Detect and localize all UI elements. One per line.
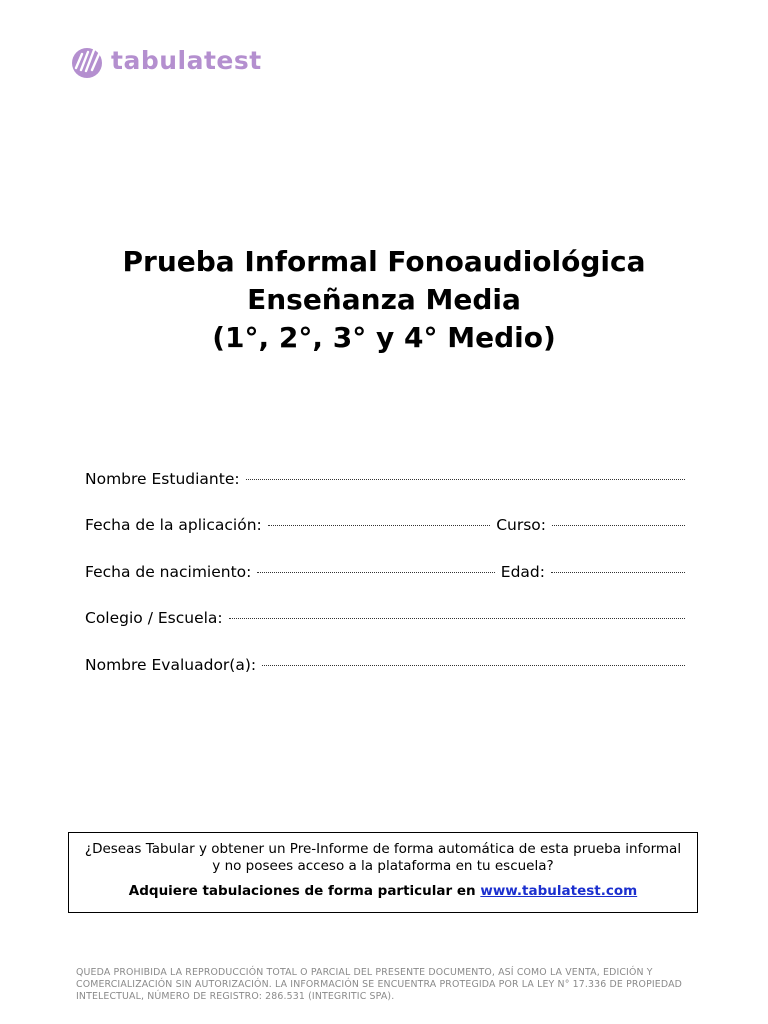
form-row-evaluator [85, 651, 685, 698]
age-label: Edad: [500, 562, 545, 581]
notice-cta [69, 883, 697, 900]
title-line-3: (1°, 2°, 3° y 4° Medio) [212, 321, 556, 354]
brand-name: tabulatest [111, 46, 262, 75]
title-line-2: Enseñanza Media [247, 283, 521, 316]
form-row-application-date [85, 512, 685, 559]
title-line-1: Prueba Informal Fonoaudiológica [122, 245, 646, 278]
school-blank [229, 605, 685, 624]
birth-date-blank [257, 558, 494, 577]
tabulatest-link[interactable]: www.tabulatest.com [480, 883, 638, 899]
course-blank [552, 512, 685, 531]
application-date-blank [268, 512, 490, 531]
legal-disclaimer: QUEDA PROHIBIDA LA REPRODUCCIÓN TOTAL O PARCIAL DEL PRESENTE DOCUMENTO, ASÍ COMO LA VENTA, EDICIÓN Y COMERCIALIZACIÓN SIN AUTORIZACIÓN. LA INFORMACIÓN SE ENCUENTRA PROTEGIDA POR LA LEY N° 17.336 DE PROPIEDAD INTELECTUAL, NÚMERO DE REGISTRO: 286.531 (INTEGRITIC SPA). [76, 967, 683, 1002]
school-label: Colegio / Escuela: [85, 609, 223, 628]
birth-date-label: Fecha de nacimiento: [85, 562, 252, 581]
tabulatest-logo-icon [70, 44, 104, 80]
form-row-student-name [85, 465, 685, 512]
student-info-form [85, 465, 685, 698]
notice-question: ¿Deseas Tabular y obtener un Pre-Informe de forma automática de esta prueba informal y no posees acceso a la plataforma en tu escuela? [84, 841, 682, 874]
notice-cta-text: Adquiere tabulaciones de forma particular en [128, 883, 476, 899]
age-blank [551, 558, 685, 577]
form-row-school [85, 605, 685, 652]
student-name-label: Nombre Estudiante: [85, 469, 240, 488]
brand-logo [70, 44, 262, 80]
tabulation-notice-box [68, 832, 698, 913]
course-label: Curso: [496, 516, 546, 535]
application-date-label: Fecha de la aplicación: [85, 516, 262, 535]
student-name-blank [246, 465, 685, 484]
evaluator-label: Nombre Evaluador(a): [85, 655, 257, 674]
evaluator-blank [262, 651, 685, 670]
document-title [0, 243, 768, 357]
form-row-birth-date [85, 558, 685, 605]
